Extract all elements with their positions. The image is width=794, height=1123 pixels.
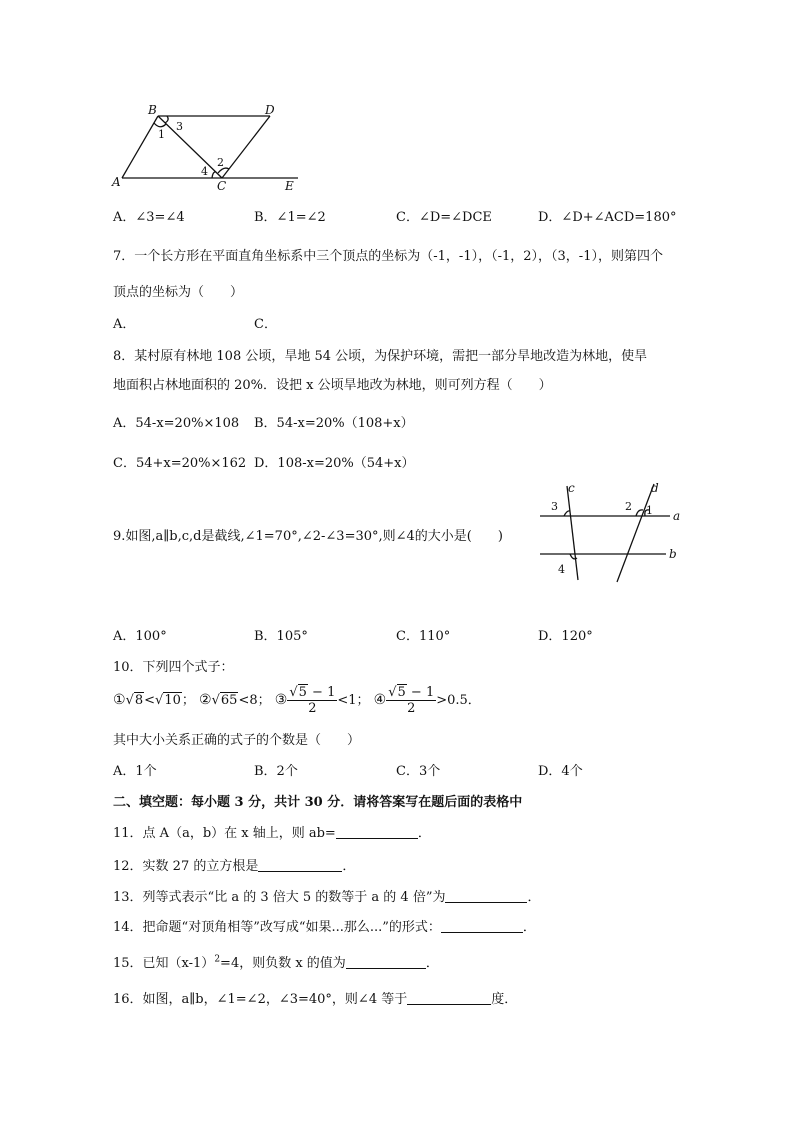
expr-2-radicand: 65 [220, 693, 238, 708]
q13-end: ． [527, 890, 541, 905]
expr-4-rest: >0.5． [436, 693, 481, 708]
q15-end: ． [425, 956, 439, 971]
q9-option-c: C．110° [396, 629, 451, 644]
expr-2-rest: <8； [238, 693, 271, 708]
q14-end: ． [522, 920, 536, 935]
q14-text: 14．把命题“对顶角相等”改写成“如果...那么...”的形式： [113, 920, 441, 935]
label-line-c: c [568, 481, 575, 495]
q15-text-2: =4，则负数 x 的值为 [220, 956, 346, 971]
q13-answer-blank[interactable] [445, 890, 527, 903]
label-b: B [148, 103, 157, 117]
segment-ab [122, 116, 158, 178]
expr-3-rest: <1； [337, 693, 370, 708]
q11-answer-blank[interactable] [336, 826, 418, 839]
label-line-a: a [673, 509, 681, 523]
q11 [113, 822, 431, 841]
label-angle-4: 4 [558, 563, 565, 576]
expr-1-mark: ① [113, 692, 126, 708]
q7-line-1: 7．一个长方形在平面直角坐标系中三个顶点的坐标为（-1，-1），（-1，2），（3，-1），则第四个 [113, 249, 663, 264]
label-line-b: b [669, 547, 677, 561]
q15 [113, 952, 439, 971]
q8-line-2: 地面积占林地面积的 20%．设把 x 公顷旱地改为林地，则可列方程（ ） [113, 378, 552, 393]
label-angle-4: 4 [201, 165, 208, 178]
label-a: A [112, 175, 121, 189]
q7-option-a: A． [113, 317, 136, 332]
expr-3-denominator: 2 [308, 701, 317, 716]
segment-bc [158, 116, 222, 178]
expr-2: ②√65<8； [199, 692, 271, 708]
label-angle-1: 1 [646, 504, 653, 517]
q13-text: 13．列等式表示“比 a 的 3 倍大 5 的数等于 a 的 4 倍”为 [113, 890, 446, 905]
label-line-d: d [651, 481, 659, 495]
q7-line-2: 顶点的坐标为（ ） [113, 285, 244, 300]
parallel-lines-figure [540, 478, 690, 588]
q8-line-1: 8．某村原有林地 108 公顷，旱地 54 公顷，为保护环境，需把一部分旱地改造为林地，使旱 [113, 349, 648, 364]
label-angle-1: 1 [158, 128, 165, 141]
q12-answer-blank[interactable] [258, 859, 342, 872]
q10-option-a: A．1个 [113, 764, 157, 779]
q10-expressions [113, 680, 481, 720]
q9-option-d: D．120° [538, 629, 593, 644]
angle-arc-4 [212, 172, 216, 178]
q6-option-c: C．∠D=∠DCE [396, 210, 492, 225]
expr-2-mark: ② [199, 692, 212, 708]
q16-answer-blank[interactable] [407, 992, 491, 1005]
q11-text: 11．点 A（a，b）在 x 轴上，则 ab= [113, 826, 336, 841]
expr-4-radicand: 5 [397, 685, 406, 700]
parallelogram-figure [110, 100, 310, 195]
expr-4-fraction: $\frac{√5 - 1}{2}$ [388, 685, 435, 716]
label-angle-2: 2 [625, 500, 632, 513]
q15-exponent: 2 [214, 954, 221, 965]
angle-arc-1 [154, 123, 166, 127]
q8-option-b: B．54-x=20%（108+x） [254, 416, 414, 431]
q9-question: 9.如图,a∥b,c,d是截线,∠1=70°,∠2-∠3=30°,则∠4的大小是( ) [113, 529, 503, 544]
expr-1-end: ； [181, 693, 195, 708]
q10-question: 其中大小关系正确的式子的个数是（ ） [113, 733, 361, 748]
q16-end: 度． [491, 992, 518, 1007]
label-angle-2: 2 [217, 156, 224, 169]
q9-option-b: B．105° [254, 629, 308, 644]
q15-answer-blank[interactable] [346, 956, 426, 969]
label-angle-3: 3 [551, 500, 558, 513]
label-angle-3: 3 [176, 120, 183, 133]
q15-text: 15．已知（x-1） [113, 956, 215, 971]
q6-option-a: A．∠3=∠4 [113, 210, 185, 225]
label-d: D [265, 103, 275, 117]
label-e: E [285, 179, 294, 193]
expr-3 [274, 685, 374, 716]
q11-end: ． [417, 826, 431, 841]
q16 [113, 988, 517, 1007]
expr-3-minus: − 1 [307, 685, 336, 700]
q7-option-c: C． [254, 317, 277, 332]
q13 [113, 886, 541, 905]
section-2-title: 二、填空题：每小题 3 分，共计 30 分．请将答案写在题后面的表格中 [113, 795, 523, 810]
segment-cd [222, 116, 270, 178]
line-c [567, 486, 578, 580]
q9-option-a: A．100° [113, 629, 167, 644]
q10-title: 10．下列四个式子： [113, 660, 234, 675]
q8-option-a: A．54-x=20%×108 [113, 416, 240, 431]
q14-answer-blank[interactable] [441, 920, 523, 933]
angle-arc-3 [564, 511, 570, 516]
q10-option-d: D．4个 [538, 764, 583, 779]
expr-4 [373, 685, 481, 716]
q12 [113, 855, 355, 874]
angle-arc-4 [570, 554, 577, 559]
expr-1: ①√8<√10； [113, 692, 195, 708]
label-c: C [217, 179, 227, 193]
expr-1-op: < [144, 693, 156, 708]
q10-option-b: B．2个 [254, 764, 298, 779]
expr-4-denominator: 2 [407, 701, 416, 716]
expr-3-radicand: 5 [298, 685, 307, 700]
expr-1-radicand-a: 8 [134, 693, 144, 708]
expr-4-mark: ④ [373, 692, 387, 708]
q8-option-c: C．54+x=20%×162 [113, 456, 247, 471]
expr-4-minus: − 1 [406, 685, 435, 700]
q10-option-c: C．3个 [396, 764, 441, 779]
expr-3-mark: ③ [274, 692, 288, 708]
line-d [617, 484, 654, 582]
q16-text: 16．如图，a∥b，∠1=∠2，∠3=40°，则∠4 等于 [113, 992, 408, 1007]
expr-1-radicand-b: 10 [164, 693, 181, 708]
q6-option-d: D．∠D+∠ACD=180° [538, 210, 677, 225]
q8-option-d: D．108-x=20%（54+x） [254, 456, 415, 471]
expr-3-fraction: $\frac{√5 - 1}{2}$ [289, 685, 336, 716]
angle-arc-3 [165, 116, 168, 123]
q6-option-b: B．∠1=∠2 [254, 210, 326, 225]
q12-text: 12．实数 27 的立方根是 [113, 859, 259, 874]
q14 [113, 916, 536, 935]
q12-end: ． [342, 859, 356, 874]
